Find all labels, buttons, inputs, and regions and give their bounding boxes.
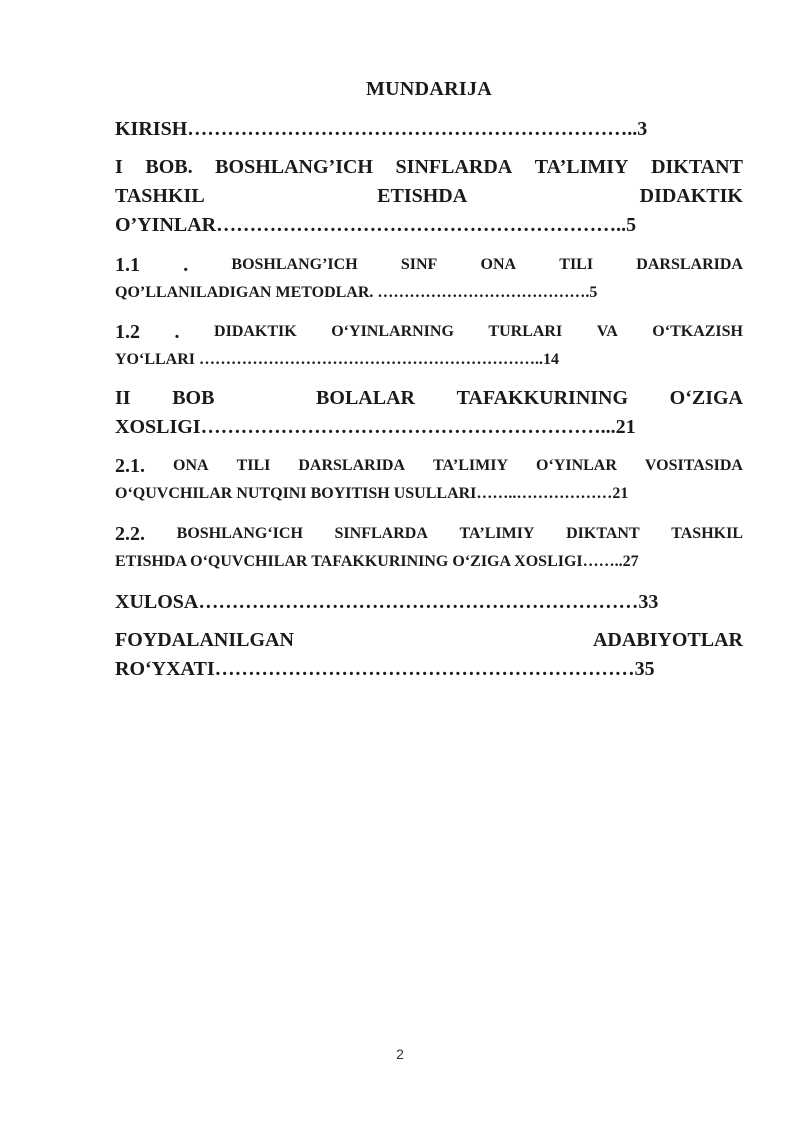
section-number: 1.1: [115, 254, 140, 276]
toc-word: O‘TKAZISH: [652, 323, 743, 340]
toc-word: TILI: [236, 457, 271, 474]
toc-line: [115, 626, 743, 655]
toc-word: DARSLARIDA: [298, 457, 406, 474]
toc-entry-chapter-1: [115, 153, 743, 240]
toc-line: [115, 251, 743, 279]
toc-line: [115, 452, 743, 480]
toc-word: ONA: [173, 457, 209, 474]
toc-line: O’YINLAR……………………………………………………..5: [115, 214, 637, 236]
toc-word: TASHKIL: [115, 185, 205, 207]
toc-word: .: [183, 254, 189, 276]
document-page: [115, 0, 743, 1131]
toc-word: DIDAKTIK: [639, 185, 743, 207]
toc-word: O‘ZIGA: [669, 387, 743, 409]
toc-word: .: [174, 321, 180, 343]
toc-word: VOSITASIDA: [644, 457, 743, 474]
toc-line: XOSLIGI……………………………………………………...21: [115, 416, 636, 438]
toc-entry-section-1-2: [115, 318, 743, 374]
toc-line: YO‘LLARI ………………………………………………………..14: [115, 351, 560, 368]
toc-word: DARSLARIDA: [636, 256, 743, 273]
toc-word: SINFLARDA: [395, 156, 513, 178]
toc-word: TURLARI: [488, 323, 563, 340]
toc-word: I: [115, 156, 123, 178]
toc-word: TA’LIMIY: [433, 457, 509, 474]
toc-word: DIKTANT: [566, 525, 640, 542]
toc-word: TILI: [559, 256, 594, 273]
section-number: 1.2: [115, 321, 140, 343]
toc-entry-kirish: [115, 115, 743, 144]
toc-word: BOLALAR: [316, 387, 415, 409]
toc-word: SINF: [400, 256, 438, 273]
toc-word: ETISHDA: [377, 185, 468, 207]
toc-line: [115, 153, 743, 182]
toc-word: TAFAKKURINING: [456, 387, 629, 409]
toc-entry-chapter-2: [115, 384, 743, 442]
page-number: 2: [396, 1046, 404, 1062]
toc-entry-section-2-1: [115, 452, 743, 508]
toc-line: KIRISH…………………………………………………………..3: [115, 118, 648, 140]
page-title: MUNDARIJA: [365, 78, 493, 100]
toc-word: BOSHLANG’ICH: [215, 156, 373, 178]
toc-word: BOSHLANG‘ICH: [176, 525, 303, 542]
toc-entry-references: [115, 626, 743, 684]
toc-word: O‘YINLARNING: [331, 323, 454, 340]
toc-word: VA: [596, 323, 618, 340]
toc-word: II: [115, 387, 131, 409]
toc-line: O‘QUVCHILAR NUTQINI BOYITISH USULLARI……..………………21: [115, 485, 629, 502]
toc-word: TA’LIMIY: [459, 525, 535, 542]
toc-line: ETISHDA O‘QUVCHILAR TAFAKKURINING O‘ZIGA XOSLIGI……..27: [115, 553, 639, 570]
section-number: 2.1.: [115, 455, 145, 477]
toc-word: BOB: [172, 387, 215, 409]
toc-line: QO’LLANILADIGAN METODLAR. ………………………………….5: [115, 284, 598, 301]
toc-word: BOB.: [145, 156, 193, 178]
toc-word: TASHKIL: [671, 525, 743, 542]
toc-entry-section-1-1: [115, 251, 743, 307]
section-number: 2.2.: [115, 523, 145, 545]
toc-line: [115, 182, 743, 211]
toc-word: ADABIYOTLAR: [592, 629, 743, 651]
toc-word: ONA: [480, 256, 517, 273]
toc-entry-section-2-2: [115, 520, 743, 576]
toc-line: [115, 318, 743, 346]
toc-word: DIKTANT: [651, 156, 743, 178]
toc-line: RO‘YXATI………………………………………………………35: [115, 658, 655, 680]
toc-word: TA’LIMIY: [534, 156, 629, 178]
toc-entry-xulosa: [115, 588, 743, 617]
toc-word: SINFLARDA: [334, 525, 428, 542]
toc-line: XULOSA…………………………………………………………33: [115, 591, 659, 613]
toc-word: DIDAKTIK: [214, 323, 297, 340]
toc-word: BOSHLANG’ICH: [231, 256, 358, 273]
toc-line: [115, 520, 743, 548]
toc-word: FOYDALANILGAN: [115, 629, 294, 651]
toc-word: O‘YINLAR: [536, 457, 617, 474]
toc-line: [115, 384, 743, 413]
